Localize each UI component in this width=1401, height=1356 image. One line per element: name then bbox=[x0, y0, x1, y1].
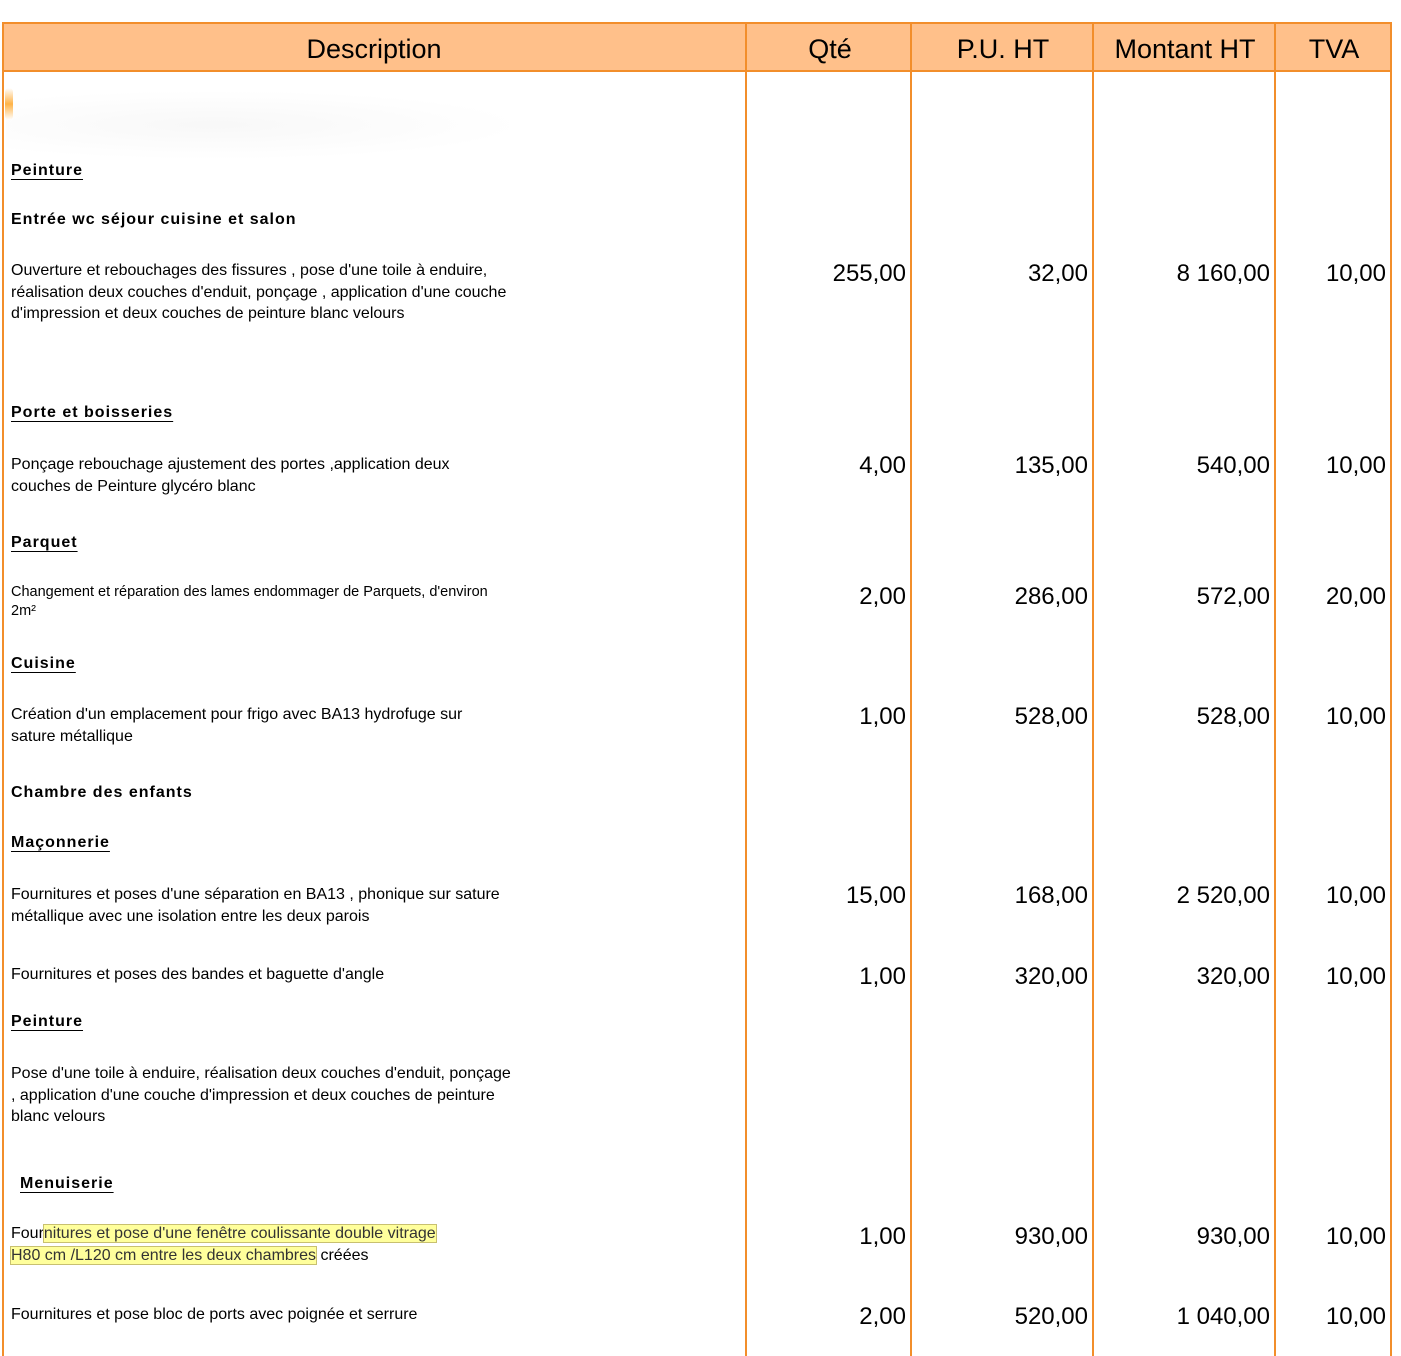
column-divider bbox=[910, 22, 912, 1356]
column-divider bbox=[2, 22, 4, 1356]
highlighted-text: H80 cm /L120 cm entre les deux chambres bbox=[11, 1246, 317, 1264]
section-title: Chambre des enfants bbox=[11, 784, 193, 801]
tva-cell: 10,00 bbox=[1325, 260, 1386, 287]
pu-ht-cell: 930,00 bbox=[1014, 1223, 1088, 1250]
montant-ht-cell: 572,00 bbox=[1196, 583, 1270, 610]
column-divider bbox=[1092, 22, 1094, 1356]
tva-cell: 10,00 bbox=[1325, 963, 1386, 990]
tva-cell: 20,00 bbox=[1325, 583, 1386, 610]
column-divider bbox=[1390, 22, 1392, 1356]
tva-cell: 10,00 bbox=[1325, 452, 1386, 479]
section-title: Maçonnerie bbox=[11, 834, 110, 851]
qte-cell: 1,00 bbox=[859, 703, 906, 730]
montant-ht-cell: 528,00 bbox=[1196, 703, 1270, 730]
header-pu-ht: P.U. HT bbox=[956, 34, 1050, 64]
section-title: Menuiserie bbox=[20, 1175, 114, 1192]
table-header bbox=[2, 22, 1392, 72]
item-description: Fournitures et poses des bandes et baguette d'angle bbox=[11, 966, 385, 983]
montant-ht-cell: 1 040,00 bbox=[1176, 1303, 1270, 1330]
section-title: Entrée wc séjour cuisine et salon bbox=[11, 211, 297, 228]
qte-cell: 2,00 bbox=[859, 1303, 906, 1330]
invoice-table bbox=[2, 22, 1392, 1356]
section-title: Peinture bbox=[11, 162, 84, 179]
pu-ht-cell: 135,00 bbox=[1014, 452, 1088, 479]
qte-cell: 1,00 bbox=[859, 1223, 906, 1250]
qte-cell: 255,00 bbox=[832, 260, 906, 287]
pu-ht-cell: 320,00 bbox=[1014, 963, 1088, 990]
header-description: Description bbox=[306, 34, 442, 64]
item-description: Ponçage rebouchage ajustement des portes ,application deux couches de Peinture glycéro blanc bbox=[11, 456, 450, 495]
montant-ht-cell: 2 520,00 bbox=[1176, 882, 1270, 909]
section-title: Parquet bbox=[11, 534, 78, 551]
header-tva: TVA bbox=[1308, 34, 1360, 64]
item-description: Pose d'une toile à enduire, réalisation deux couches d'enduit, ponçage , application d'une couche d'impression et deux couches de peinture blanc velours bbox=[11, 1065, 511, 1125]
item-description: Création d'un emplacement pour frigo avec BA13 hydrofuge sur sature métallique bbox=[11, 706, 463, 745]
column-divider bbox=[745, 22, 747, 1356]
header-montant-ht: Montant HT bbox=[1114, 34, 1256, 64]
qte-cell: 15,00 bbox=[845, 882, 906, 909]
qte-cell: 1,00 bbox=[859, 963, 906, 990]
item-description: Fournitures et poses d'une séparation en BA13 , phonique sur sature métallique avec une isolation entre les deux parois bbox=[11, 886, 500, 925]
item-description: Fournitures et pose bloc de ports avec poignée et serrure bbox=[11, 1306, 418, 1323]
section-title: Porte et boisseries bbox=[11, 404, 174, 421]
montant-ht-cell: 540,00 bbox=[1196, 452, 1270, 479]
montant-ht-cell: 930,00 bbox=[1196, 1223, 1270, 1250]
section-title: Peinture bbox=[11, 1013, 84, 1030]
pu-ht-cell: 168,00 bbox=[1014, 882, 1088, 909]
tva-cell: 10,00 bbox=[1325, 1223, 1386, 1250]
header-qte: Qté bbox=[808, 34, 852, 64]
pu-ht-cell: 520,00 bbox=[1014, 1303, 1088, 1330]
section-title: Cuisine bbox=[11, 655, 76, 672]
highlighted-text: nitures et pose d'une fenêtre coulissante double vitrage bbox=[43, 1225, 436, 1242]
description-text: créées bbox=[316, 1246, 369, 1264]
item-description: Changement et réparation des lames endommager de Parquets, d'environ 2m² bbox=[11, 584, 488, 619]
description-text: Four bbox=[11, 1225, 44, 1242]
orange-mark bbox=[5, 88, 13, 120]
tva-cell: 10,00 bbox=[1325, 1303, 1386, 1330]
pu-ht-cell: 32,00 bbox=[1027, 260, 1088, 287]
montant-ht-cell: 320,00 bbox=[1196, 963, 1270, 990]
tva-cell: 10,00 bbox=[1325, 882, 1386, 909]
item-description: Ouverture et rebouchages des fissures , pose d'une toile à enduire, réalisation deux couches d'enduit, ponçage , application d'une couche d'impression et deux couches de peinture blanc velours bbox=[11, 262, 507, 322]
montant-ht-cell: 8 160,00 bbox=[1176, 260, 1270, 287]
item-description bbox=[11, 1223, 511, 1266]
tva-cell: 10,00 bbox=[1325, 703, 1386, 730]
qte-cell: 4,00 bbox=[859, 452, 906, 479]
pu-ht-cell: 286,00 bbox=[1014, 583, 1088, 610]
qte-cell: 2,00 bbox=[859, 583, 906, 610]
pu-ht-cell: 528,00 bbox=[1014, 703, 1088, 730]
column-divider bbox=[1274, 22, 1276, 1356]
erased-area bbox=[6, 90, 526, 160]
